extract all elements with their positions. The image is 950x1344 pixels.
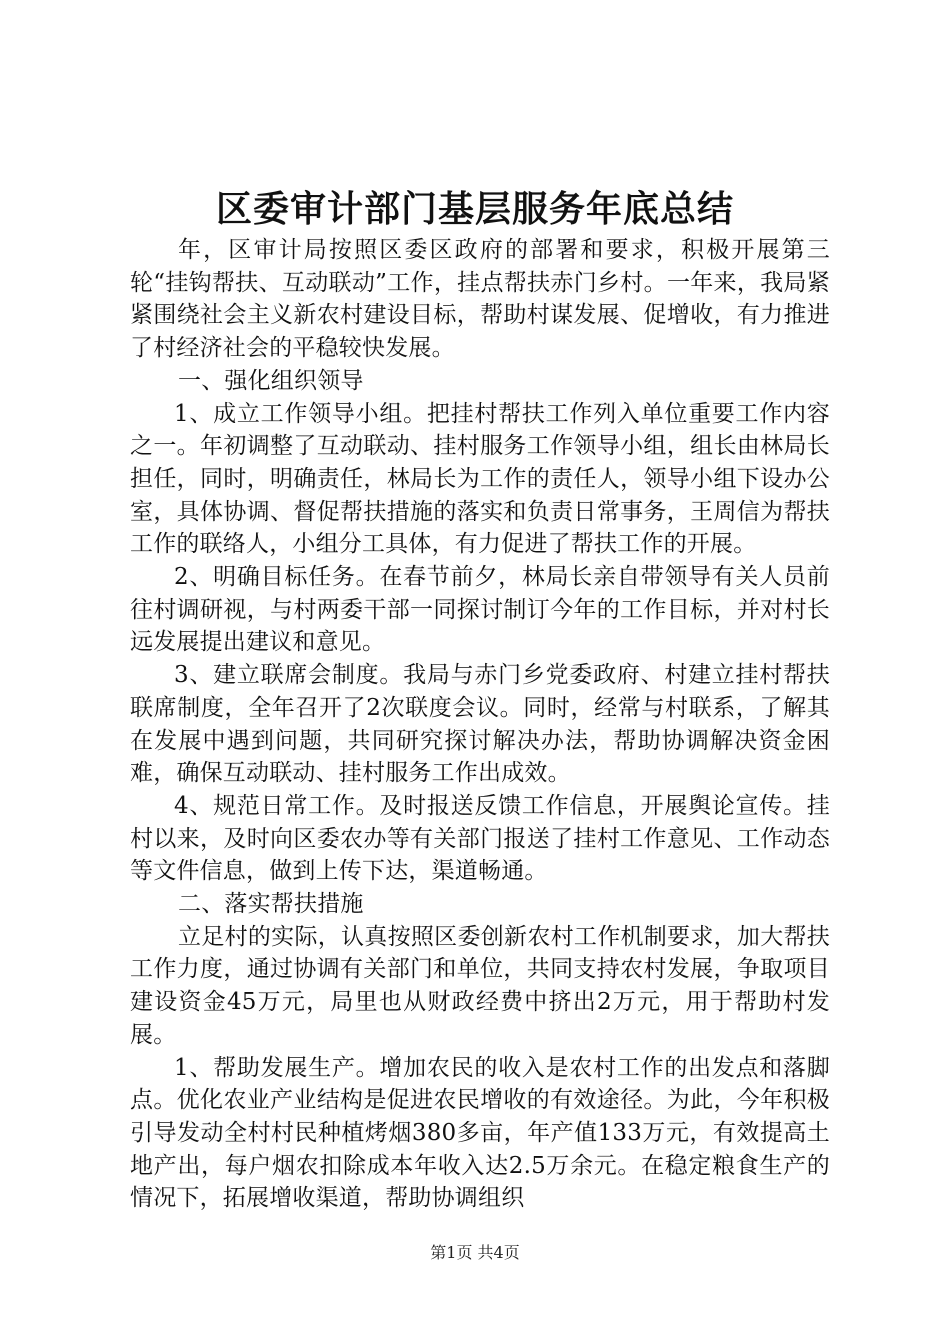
paragraph-1-3: 3、建立联席会制度。我局与赤门乡党委政府、村建立挂村帮扶联席制度，全年召开了2次联度会议。同时，经常与村联系，了解其在发展中遇到问题，共同研究探讨解决办法，帮助协调解决资金困难，确保互动联动、挂村服务工作出成效。 (130, 662, 830, 787)
paragraph-1-2: 2、明确目标任务。在春节前夕，林局长亲自带领导有关人员前往村调研视，与村两委干部一同探讨制订今年的工作目标，并对村长远发展提出建议和意见。 (130, 564, 830, 656)
paragraph-1-1: 1、成立工作领导小组。把挂村帮扶工作列入单位重要工作内容之一。年初调整了互动联动、挂村服务工作领导小组，组长由林局长担任，同时，明确责任，林局长为工作的责任人，领导小组下设办公室，具体协调、督促帮扶措施的落实和负责日常事务，王周信为帮扶工作的联络人，小组分工具体，有力促进了帮扶工作的开展。 (130, 400, 830, 558)
page-footer: 第1页 共4页 (430, 1243, 520, 1262)
section-heading-1: 一、强化组织领导 (178, 367, 364, 394)
document-body (130, 234, 830, 1215)
section-heading-2: 二、落实帮扶措施 (178, 891, 364, 918)
paragraph-1-4: 4、规范日常工作。及时报送反馈工作信息，开展舆论宣传。挂村以来，及时向区委农办等有关部门报送了挂村工作意见、工作动态等文件信息，做到上传下达，渠道畅通。 (130, 792, 830, 885)
intro-paragraph: 年，区审计局按照区委区政府的部署和要求，积极开展第三轮“挂钩帮扶、互动联动”工作，挂点帮扶赤门乡村。一年来，我局紧紧围绕社会主义新农村建设目标，帮助村谋发展、促增收，有力推进了村经济社会的平稳较快发展。 (130, 237, 830, 362)
paragraph-2-1: 1、帮助发展生产。增加农民的收入是农村工作的出发点和落脚点。优化农业产业结构是促进农民增收的有效途径。为此，今年积极引导发动全村村民种植烤烟380多亩，年产值133万元，有效提高土地产出，每户烟农扣除成本年收入达2.5万余元。在稳定粮食生产的情况下，拓展增收渠道，帮助协调组织 (130, 1054, 830, 1212)
paragraph-2-intro: 立足村的实际，认真按照区委创新农村工作机制要求，加大帮扶工作力度，通过协调有关部门和单位，共同支持农村发展，争取项目建设资金45万元，局里也从财政经费中挤出2万元，用于帮助村发展。 (130, 923, 830, 1048)
document-title: 区委审计部门基层服务年底总结 (215, 188, 734, 230)
